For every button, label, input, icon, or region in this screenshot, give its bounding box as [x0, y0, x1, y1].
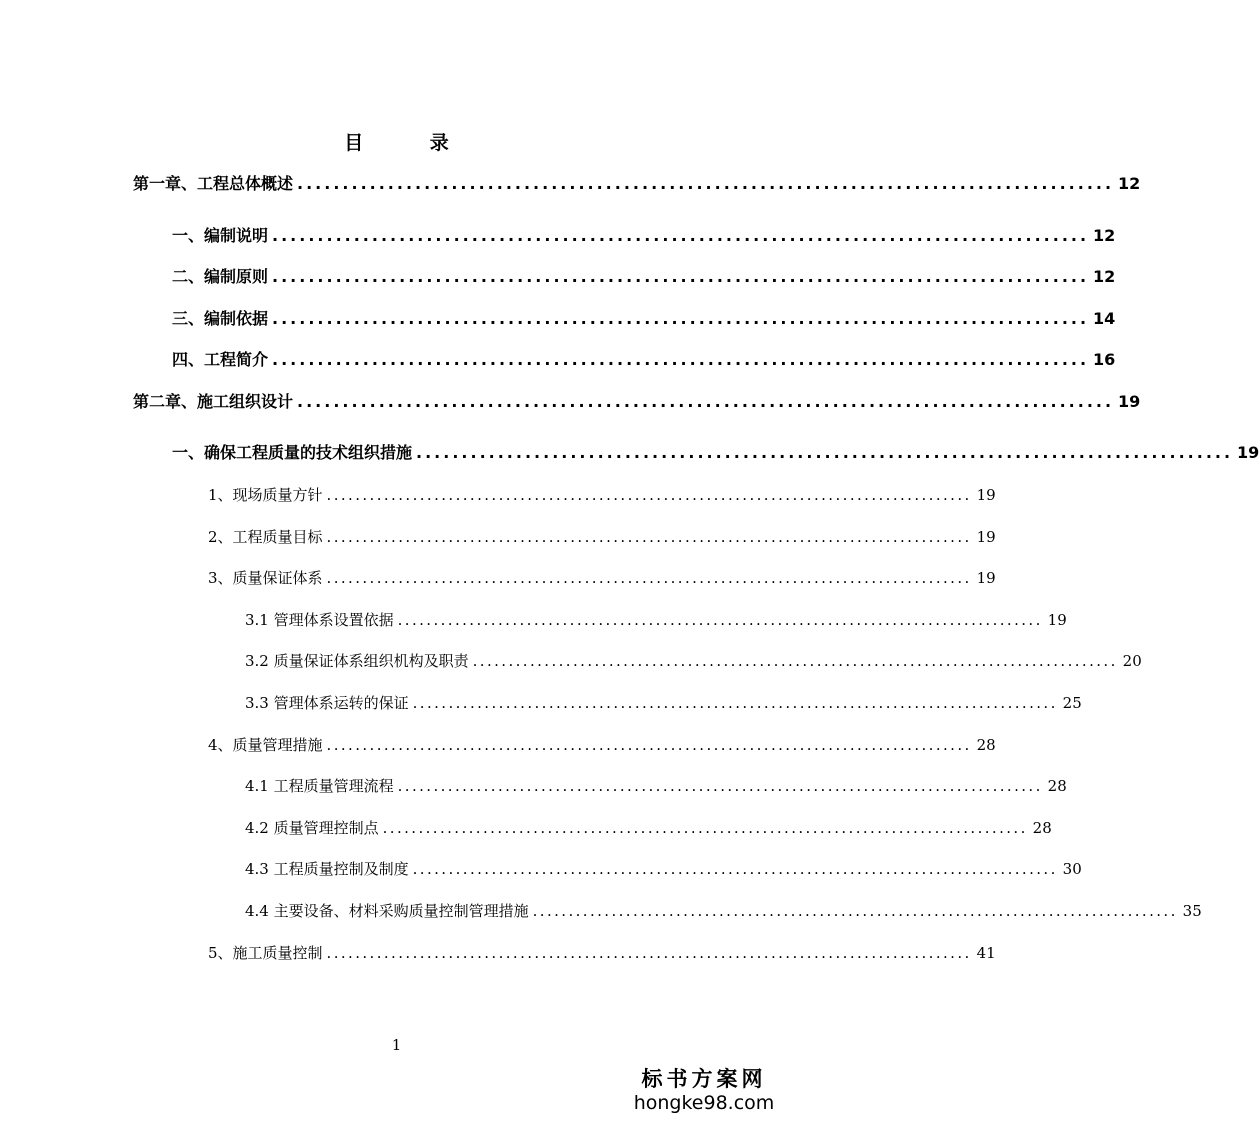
toc-entry-page: 19 — [976, 569, 996, 587]
toc-entry-text: 4、质量管理措施 — [208, 736, 323, 754]
toc-entry[interactable] — [245, 899, 1202, 923]
toc-entry[interactable] — [172, 265, 1116, 289]
toc-entry[interactable] — [208, 525, 996, 549]
toc-entry[interactable] — [208, 733, 996, 757]
toc-entry-page: 35 — [1182, 902, 1202, 920]
toc-leader-dots: .......................................................................................... — [326, 486, 972, 504]
toc-leader-dots: .......................................................................................... — [397, 777, 1043, 795]
toc-entry-text: 第一章、工程总体概述 — [133, 174, 294, 193]
toc-entry-text: 四、工程简介 — [172, 350, 269, 369]
toc-leader-dots: .......................................................................................... — [532, 902, 1178, 920]
toc-entry[interactable] — [245, 816, 1052, 840]
toc-leader-dots: .......................................................................................... — [297, 392, 1115, 411]
toc-entry-page: 30 — [1062, 860, 1082, 878]
toc-entry-text: 3.2 质量保证体系组织机构及职责 — [245, 652, 469, 670]
toc-entry[interactable] — [208, 483, 996, 507]
toc-leader-dots: .......................................................................................... — [397, 611, 1043, 629]
toc-leader-dots: .......................................................................................... — [272, 267, 1090, 286]
toc-entry-page: 20 — [1122, 652, 1142, 670]
toc-entry-page: 28 — [976, 736, 996, 754]
toc-entry[interactable] — [172, 224, 1116, 248]
toc-leader-dots: .......................................................................................... — [272, 350, 1090, 369]
toc-leader-dots: .......................................................................................... — [272, 309, 1090, 328]
toc-entry-page: 25 — [1062, 694, 1082, 712]
toc-entry-page: 12 — [1093, 267, 1116, 286]
watermark-name: 标书方案网 — [641, 1066, 767, 1091]
toc-entry[interactable] — [172, 441, 1259, 465]
toc-entry-text: 3.3 管理体系运转的保证 — [245, 694, 409, 712]
toc-entry-page: 12 — [1118, 174, 1141, 193]
toc-leader-dots: .......................................................................................... — [382, 819, 1028, 837]
toc-leader-dots: .......................................................................................... — [326, 528, 972, 546]
toc-leader-dots: .......................................................................................... — [326, 569, 972, 587]
toc-entry-text: 4.4 主要设备、材料采购质量控制管理措施 — [245, 902, 529, 920]
toc-entry[interactable] — [208, 566, 996, 590]
toc-entry-text: 三、编制依据 — [172, 309, 269, 328]
toc-entry-page: 19 — [1118, 392, 1141, 411]
toc-entry-page: 28 — [1047, 777, 1067, 795]
page-number: 1 — [391, 1036, 402, 1054]
toc-entry[interactable] — [133, 390, 1141, 414]
toc-entry-text: 4.3 工程质量控制及制度 — [245, 860, 409, 878]
toc-entry[interactable] — [245, 649, 1142, 673]
toc-entry-page: 19 — [976, 486, 996, 504]
toc-leader-dots: .......................................................................................... — [326, 944, 972, 962]
toc-entry-page: 19 — [1237, 443, 1259, 462]
toc-leader-dots: .......................................................................................... — [326, 736, 972, 754]
toc-entry-page: 28 — [1032, 819, 1052, 837]
toc-entry-text: 3.1 管理体系设置依据 — [245, 611, 394, 629]
toc-entry[interactable] — [245, 608, 1067, 632]
toc-entry-page: 19 — [976, 528, 996, 546]
toc-entry[interactable] — [245, 691, 1082, 715]
toc-entry[interactable] — [245, 857, 1082, 881]
toc-entry-page: 14 — [1093, 309, 1116, 328]
toc-entry-text: 1、现场质量方针 — [208, 486, 323, 504]
toc-entry-text: 二、编制原则 — [172, 267, 269, 286]
toc-entry[interactable] — [208, 941, 996, 965]
toc-entry-text: 一、确保工程质量的技术组织措施 — [172, 443, 413, 462]
toc-entry[interactable] — [245, 774, 1067, 798]
site-watermark — [629, 1066, 779, 1114]
toc-entry-text: 4.1 工程质量管理流程 — [245, 777, 394, 795]
toc-entry-page: 19 — [1047, 611, 1067, 629]
toc-leader-dots: .......................................................................................... — [272, 226, 1090, 245]
toc-entry[interactable] — [172, 307, 1116, 331]
toc-entry[interactable] — [172, 348, 1116, 372]
toc-entry-text: 第二章、施工组织设计 — [133, 392, 294, 411]
toc-entry-text: 5、施工质量控制 — [208, 944, 323, 962]
toc-entry-page: 12 — [1093, 226, 1116, 245]
toc-leader-dots: .......................................................................................... — [412, 694, 1058, 712]
toc-leader-dots: .......................................................................................... — [472, 652, 1118, 670]
toc-entry[interactable] — [133, 172, 1141, 196]
toc-entry-page: 16 — [1093, 350, 1116, 369]
toc-entry-text: 4.2 质量管理控制点 — [245, 819, 379, 837]
toc-leader-dots: .......................................................................................... — [412, 860, 1058, 878]
toc-title: 目 录 — [344, 132, 479, 154]
toc-entry-text: 3、质量保证体系 — [208, 569, 323, 587]
toc-leader-dots: .......................................................................................... — [416, 443, 1234, 462]
toc-entry-page: 41 — [976, 944, 996, 962]
toc-leader-dots: .......................................................................................... — [297, 174, 1115, 193]
toc-entry-text: 2、工程质量目标 — [208, 528, 323, 546]
toc-entry-text: 一、编制说明 — [172, 226, 269, 245]
watermark-url: hongke98.com — [633, 1092, 775, 1114]
